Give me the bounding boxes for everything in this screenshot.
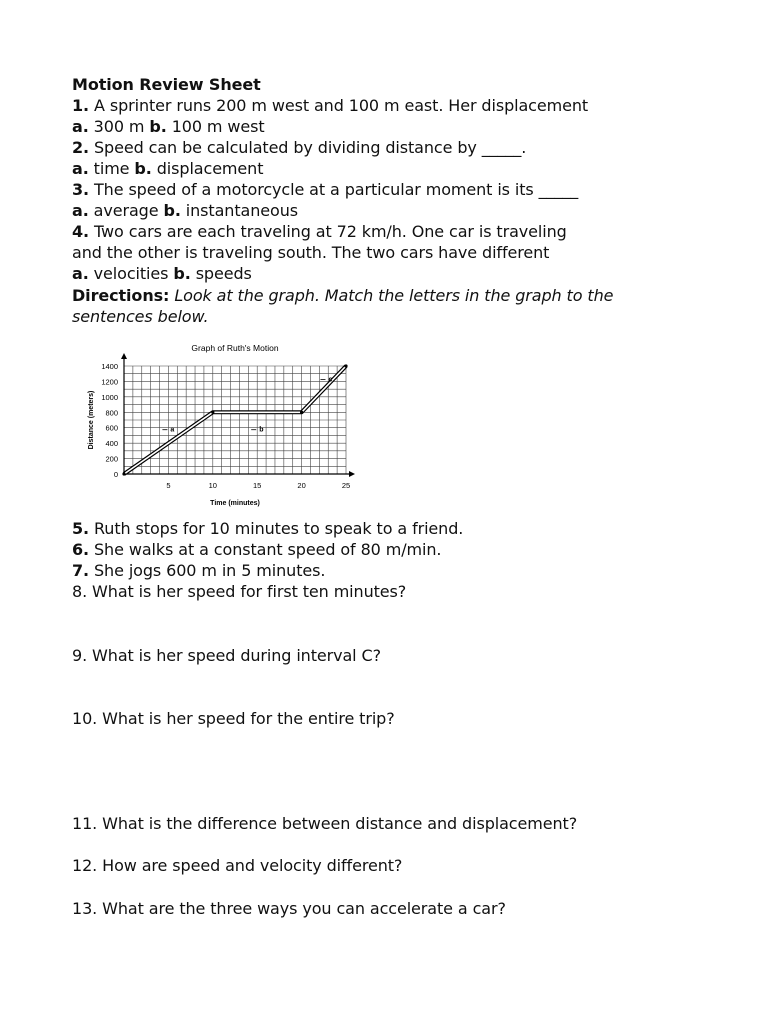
- question-11: 11. What is the difference between distance and displacement?: [72, 814, 578, 833]
- directions-text: Look at the graph. Match the letters in the graph to the: [169, 286, 614, 305]
- question-4: [72, 221, 567, 242]
- annotation-label: c: [328, 376, 333, 384]
- motion-graph: [84, 336, 364, 514]
- y-tick-label: 1000: [101, 392, 118, 402]
- option-b: displacement: [151, 159, 264, 178]
- directions-label: Directions:: [72, 286, 170, 305]
- statement-number: 6.: [72, 540, 90, 559]
- option-b: speeds: [190, 264, 252, 283]
- option-a-letter: a.: [72, 264, 89, 283]
- option-b-letter: b.: [173, 264, 191, 283]
- annotation-label: b: [259, 426, 264, 434]
- x-tick-label: 10: [208, 481, 217, 490]
- y-tick-label: 400: [105, 439, 118, 449]
- page-title: Motion Review Sheet: [72, 75, 261, 94]
- question-3-options: [72, 200, 298, 221]
- statement-text: Ruth stops for 10 minutes to speak to a friend.: [89, 519, 464, 538]
- question-number: 1.: [72, 96, 90, 115]
- question-8: 8. What is her speed for first ten minutes?: [72, 582, 407, 601]
- question-2: [72, 137, 526, 158]
- y-axis-arrow: [121, 353, 127, 359]
- option-a-letter: a.: [72, 159, 89, 178]
- data-point: [211, 411, 214, 414]
- x-tick-label: 15: [253, 481, 262, 490]
- statement-number: 5.: [72, 519, 90, 538]
- question-10: 10. What is her speed for the entire trip?: [72, 709, 395, 728]
- statement-text: She walks at a constant speed of 80 m/min.: [89, 540, 442, 559]
- option-a-letter: a.: [72, 201, 89, 220]
- question-2-options: [72, 158, 263, 179]
- x-tick-label: 5: [166, 481, 171, 490]
- annotation-label: a: [170, 426, 175, 434]
- option-b-letter: b.: [134, 159, 152, 178]
- directions: [72, 285, 613, 306]
- question-number: 4.: [72, 222, 90, 241]
- question-1: [72, 95, 588, 116]
- y-tick-label: 1400: [101, 362, 118, 371]
- question-stem: Speed can be calculated by dividing distance by _____.: [89, 138, 527, 157]
- question-13: 13. What are the three ways you can accelerate a car?: [72, 899, 506, 918]
- y-axis-label: Distance (meters): [88, 390, 95, 450]
- option-a: velocities: [88, 264, 174, 283]
- y-tick-label: 600: [105, 423, 118, 433]
- statement-5: [72, 518, 463, 539]
- statement-6: [72, 539, 441, 560]
- statement-text: She jogs 600 m in 5 minutes.: [89, 561, 326, 580]
- question-number: 3.: [72, 180, 90, 199]
- statement-number: 7.: [72, 561, 90, 580]
- option-a-letter: a.: [72, 117, 89, 136]
- y-tick-label: 800: [105, 408, 118, 418]
- directions-text-continued: sentences below.: [72, 307, 209, 326]
- x-tick-label: 20: [297, 481, 306, 490]
- y-tick-label: 0: [113, 470, 118, 479]
- option-a: average: [88, 201, 164, 220]
- chart-title: Graph of Ruth's Motion: [191, 343, 279, 353]
- statement-7: [72, 560, 325, 581]
- y-tick-label: 1200: [101, 377, 118, 387]
- question-stem: The speed of a motorcycle at a particular moment is its _____: [89, 180, 579, 199]
- data-point: [122, 472, 125, 475]
- x-axis-label: Time (minutes): [210, 500, 260, 507]
- question-4-options: [72, 263, 252, 284]
- option-b-letter: b.: [149, 117, 167, 136]
- option-a: 300 m: [88, 117, 150, 136]
- question-1-options: [72, 116, 265, 137]
- question-12: 12. How are speed and velocity different?: [72, 856, 403, 875]
- question-4-stem-continued: and the other is traveling south. The two cars have different: [72, 243, 550, 262]
- x-tick-label: 25: [341, 481, 351, 490]
- option-a: time: [88, 159, 135, 178]
- question-stem: A sprinter runs 200 m west and 100 m east. Her displacement: [89, 96, 589, 115]
- data-point: [300, 411, 303, 414]
- question-stem: Two cars are each traveling at 72 km/h. One car is traveling: [89, 222, 567, 241]
- option-b-letter: b.: [163, 201, 181, 220]
- data-point: [344, 364, 347, 367]
- option-b: 100 m west: [166, 117, 265, 136]
- x-axis-arrow: [349, 471, 355, 477]
- option-b: instantaneous: [180, 201, 298, 220]
- question-3: [72, 179, 578, 200]
- question-9: 9. What is her speed during interval C?: [72, 646, 381, 665]
- y-tick-label: 200: [105, 454, 118, 464]
- question-number: 2.: [72, 138, 90, 157]
